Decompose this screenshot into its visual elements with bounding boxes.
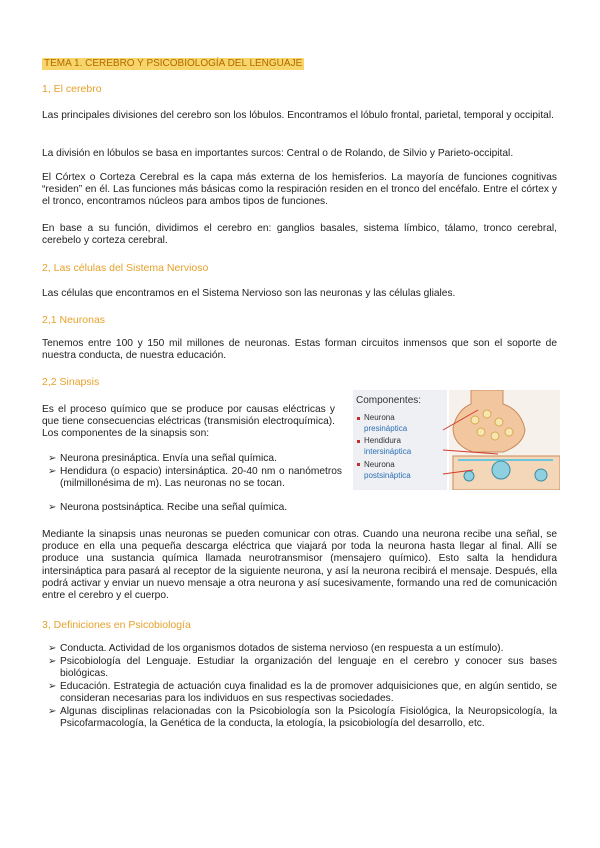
section-heading-definiciones: 3, Definiciones en Psicobiología xyxy=(42,619,191,631)
figure-label-1a: Neurona xyxy=(364,413,395,422)
figure-label-3b: postsináptica xyxy=(364,471,411,480)
arrow-bullet-icon: ➢ xyxy=(48,643,57,654)
figure-label-3a: Neurona xyxy=(364,460,395,469)
paragraph: Las células que encontramos en el Sistema Nervioso son las neuronas y las células gliales. xyxy=(42,288,456,299)
paragraph: Es el proceso químico que se produce por causas eléctricas y que tiene consecuencias eléctricas (transmisión electroquímica). Los componentes de la sinapsis son: xyxy=(42,404,335,440)
paragraph: Mediante la sinapsis unas neuronas se pueden comunicar con otras. Cuando una neurona recibe una señal, se produce en ella una pequeña descarga eléctrica que viajará por toda la neurona hasta llegar al final. Allí se produce una sustancia química llamada neurotransmisor (mensajero químico). Esto salta la hendidura intersináptica para pasará al receptor de la siguiente neurona, y así la neurona recibirá el mensaje. Después, ella podrá activar y enviar un nuevo mensaje a otra neurona y así sucesivamente, formando una red de comunicación entre el cerebro y el cuerpo. xyxy=(42,529,557,602)
figure-label-1b: presináptica xyxy=(364,424,408,433)
document-title: TEMA 1. CEREBRO Y PSICOBIOLOGÍA DEL LENGUAJE xyxy=(44,58,303,69)
arrow-bullet-icon: ➢ xyxy=(48,453,57,464)
section-heading-sinapsis: 2,2 Sinapsis xyxy=(42,376,100,388)
figure-label-2b: intersináptica xyxy=(364,447,412,456)
paragraph: La división en lóbulos se basa en importantes surcos: Central o de Rolando, de Silvio y Parieto-occipital. xyxy=(42,148,514,159)
arrow-bullet-icon: ➢ xyxy=(48,502,57,513)
synapse-figure xyxy=(353,390,560,490)
document-page: TEMA 1. CEREBRO Y PSICOBIOLOGÍA DEL LENGUAJE 1, El cerebro Las principales divisiones del cerebro son los lóbulos. Encontramos el lóbulo frontal, parietal, temporal y occipital. La división en lóbulos se basa en importantes surcos: Central o de Rolando, de Silvio y Parieto-occipital. El Córtex o Corteza Cerebral es la capa más externa de los hemisferios. La mayoría de funciones cognitivas “residen” en él. Las funciones más básicas como la respiración residen en el tronco del encéfalo. Entre el córtex y el tronco, encontramos núcleos para ambos tipos de funciones. En base a su función, dividimos el cerebro en: ganglios basales, sistema límbico, tálamo, tronco cerebral, cerebelo y corteza cerebral. 2, Las células del Sistema Nervioso Las células que encontramos en el Sistema Nervioso son las neuronas y las células gliales. 2,1 Neuronas Tenemos entre 100 y 150 mil millones de neuronas. Estas forman circuitos inmensos que son el soporte de nuestra conducta, de nuestra educación. 2,2 Sinapsis Es el proceso químico que se produce por causas eléctricas y que tiene consecuencias eléctricas (transmisión electroquímica). Los componentes de la sinapsis son: ➢ Neurona presináptica. Envía una señal química. ➢ Hendidura (o espacio) intersináptica. 20-40 nm o nanómetros (milmillonésima de m). Las neuronas no se tocan. ➢ Neurona postsináptica. Recibe una señal química. Componentes: Neurona presináptica Hendidura intersináptica Neurona postsináptica Mediante la sinapsis unas neuronas se pueden comunicar con otras. Cuando una neurona recibe una señal, se produce en ella una pequeña descarga eléctrica que viajará por toda la neurona hasta llegar al final. Allí se produce una sustancia química llamada neurotransmisor (mensajero químico). Esto salta la hendidura intersináptica para pasará al receptor de la siguiente neurona, y así la neurona recibirá el mensaje. Después, ella podrá activar y enviar un nuevo mensaje a otra neurona y así sucesivamente, formando una red de comunicación entre el cerebro y el cuerpo. 3, Definiciones en Psicobiología ➢ Conducta. Actividad de los organismos dotados de sistema nervioso (en respuesta a un estímulo). ➢ Psicobiología del Lenguaje. Estudiar la organización del lenguaje en el cerebro y conocer sus bases biológicas. ➢ Educación. Estrategia de actuación cuya finalidad es la de promover adquisiciones que, en algún sentido, se consideran necesarias para los individuos en sus respectivas sociedades. ➢ Algunas disciplinas relacionadas con la Psicobiología son la Psicología Fisiológica, la Neuropsicología, la Psicofarmacología, la Genética de la conducta, la etología, la psicobiología del desarrollo, etc. xyxy=(0,0,600,848)
figure-label-2a: Hendidura xyxy=(364,436,401,445)
arrow-bullet-icon: ➢ xyxy=(48,681,57,692)
paragraph: Las principales divisiones del cerebro son los lóbulos. Encontramos el lóbulo frontal, parietal, temporal y occipital. xyxy=(42,110,554,121)
paragraph: Tenemos entre 100 y 150 mil millones de neuronas. Estas forman circuitos inmensos que son el soporte de nuestra conducta, de nuestra educación. xyxy=(42,338,557,362)
paragraph: El Córtex o Corteza Cerebral es la capa más externa de los hemisferios. La mayoría de funciones cognitivas “residen” en él. Las funciones más básicas como la respiración residen en el tronco del encéfalo. Entre el córtex y el tronco, encontramos núcleos para ambos tipos de funciones. xyxy=(42,172,557,208)
arrow-bullet-icon: ➢ xyxy=(48,466,57,477)
synapse-illustration xyxy=(353,390,560,490)
section-heading-neuronas: 2,1 Neuronas xyxy=(42,314,106,326)
section-heading-cerebro: 1, El cerebro xyxy=(42,83,102,95)
section-heading-celulas: 2, Las células del Sistema Nervioso xyxy=(42,262,209,274)
figure-title: Componentes: xyxy=(356,395,422,406)
arrow-bullet-icon: ➢ xyxy=(48,706,57,717)
paragraph: En base a su función, dividimos el cerebro en: ganglios basales, sistema límbico, tálamo, tronco cerebral, cerebelo y corteza cerebral. xyxy=(42,223,557,247)
arrow-bullet-icon: ➢ xyxy=(48,656,57,667)
